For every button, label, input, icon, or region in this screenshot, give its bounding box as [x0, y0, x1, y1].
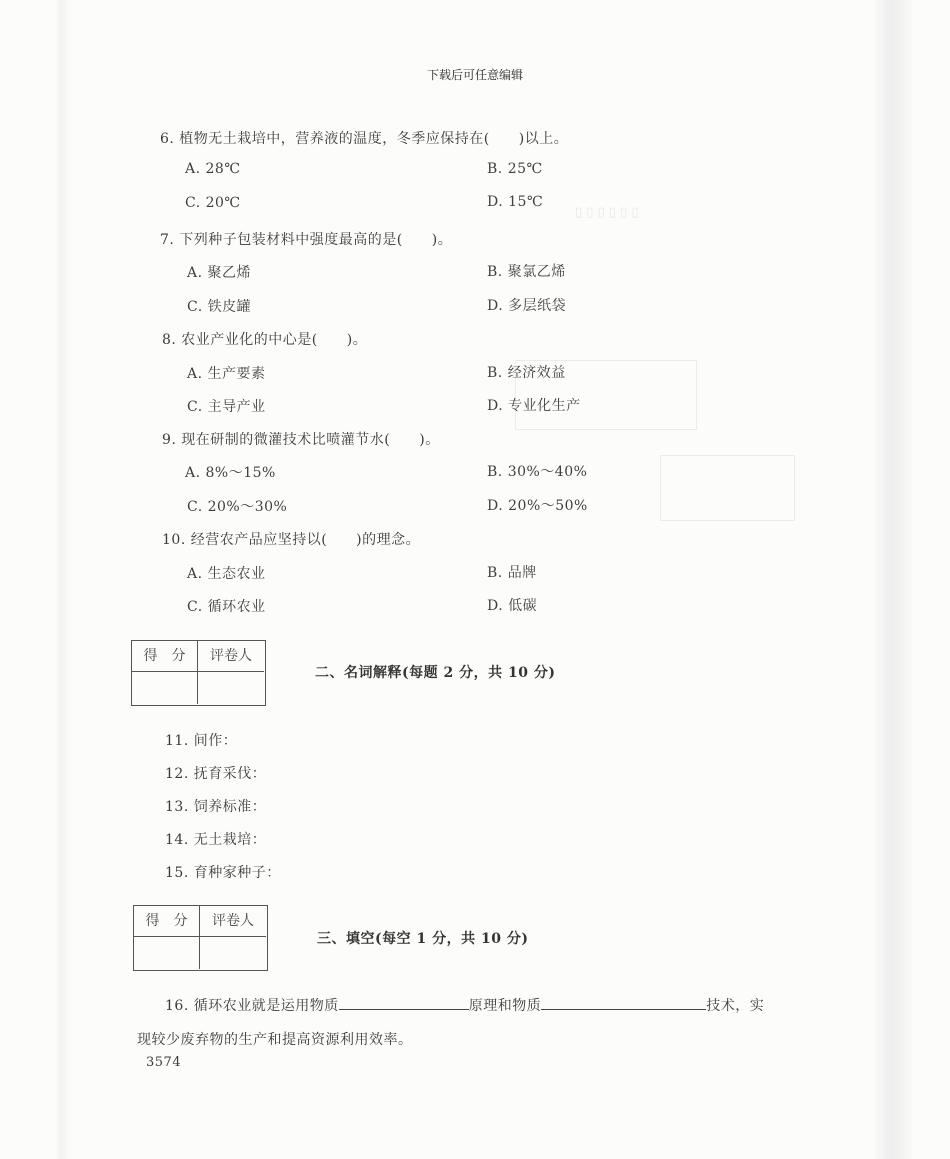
- option-7b: B. 聚氯乙烯: [487, 264, 566, 280]
- page-code: 3574: [146, 1055, 182, 1070]
- term-12: 12. 抚育采伐：: [165, 766, 267, 782]
- option-8c: C. 主导产业: [187, 399, 266, 415]
- option-9d: D. 20%～50%: [487, 498, 588, 514]
- option-8b: B. 经济效益: [487, 365, 566, 381]
- option-7c: C. 铁皮罐: [187, 299, 252, 315]
- score-box-section-3: [133, 905, 268, 971]
- option-9b: B. 30%～40%: [487, 464, 588, 480]
- fill-blank[interactable]: [339, 995, 469, 1010]
- option-10d: D. 低碳: [487, 598, 538, 614]
- grader-header: 评卷人: [198, 641, 264, 672]
- option-9a: A. 8%～15%: [185, 465, 276, 481]
- page-header: 下载后可任意编辑: [426, 68, 523, 82]
- question-10: 10. 经营农产品应坚持以( )的理念。: [162, 532, 421, 548]
- option-10b: B. 品牌: [487, 565, 537, 581]
- option-7d: D. 多层纸袋: [487, 298, 567, 314]
- option-6b: B. 25℃: [487, 161, 543, 177]
- score-cell[interactable]: [134, 937, 200, 969]
- grader-cell[interactable]: [200, 937, 266, 969]
- question-16-continued: 现较少废弃物的生产和提高资源利用效率。: [137, 1032, 413, 1048]
- question-16-text: 16. 循环农业就是运用物质: [165, 998, 339, 1014]
- question-8: 8. 农业产业化的中心是( )。: [162, 332, 368, 348]
- option-6c: C. 20℃: [185, 195, 241, 211]
- question-16-text: 原理和物质: [468, 998, 542, 1014]
- question-7: 7. 下列种子包装材料中强度最高的是( )。: [160, 232, 453, 248]
- grader-cell[interactable]: [198, 672, 264, 704]
- score-box-section-2: [131, 640, 266, 706]
- option-6a: A. 28℃: [185, 161, 241, 177]
- question-16-text: 技术，实: [706, 998, 765, 1014]
- option-6d: D. 15℃: [487, 194, 544, 210]
- question-6: 6. 植物无土栽培中，营养液的温度，冬季应保持在( )以上。: [160, 131, 569, 147]
- question-16: [165, 995, 764, 1015]
- fill-blank[interactable]: [541, 995, 706, 1010]
- bleed-through-box: [660, 455, 795, 521]
- score-header: 得 分: [134, 906, 200, 937]
- option-9c: C. 20%～30%: [187, 499, 288, 515]
- term-11: 11. 间作：: [165, 733, 238, 749]
- option-10a: A. 生态农业: [187, 566, 266, 582]
- bleed-through-text: ▯ ▯ ▯ ▯ ▯ ▯: [575, 205, 639, 220]
- scan-edge-right: [872, 0, 912, 1159]
- term-15: 15. 育种家种子：: [165, 865, 281, 881]
- scan-edge-left: [55, 0, 69, 1159]
- question-9: 9. 现在研制的微灌技术比喷灌节水( )。: [162, 432, 440, 448]
- option-8d: D. 专业化生产: [487, 398, 581, 414]
- grader-header: 评卷人: [200, 906, 266, 937]
- score-header: 得 分: [132, 641, 198, 672]
- term-14: 14. 无土栽培：: [165, 832, 267, 848]
- score-cell[interactable]: [132, 672, 198, 704]
- option-10c: C. 循环农业: [187, 599, 266, 615]
- option-7a: A. 聚乙烯: [187, 265, 252, 281]
- section-2-title: 二、名词解释(每题 2 分，共 10 分): [315, 665, 556, 681]
- option-8a: A. 生产要素: [187, 366, 266, 382]
- section-3-title: 三、填空(每空 1 分，共 10 分): [317, 931, 529, 947]
- term-13: 13. 饲养标准：: [165, 799, 267, 815]
